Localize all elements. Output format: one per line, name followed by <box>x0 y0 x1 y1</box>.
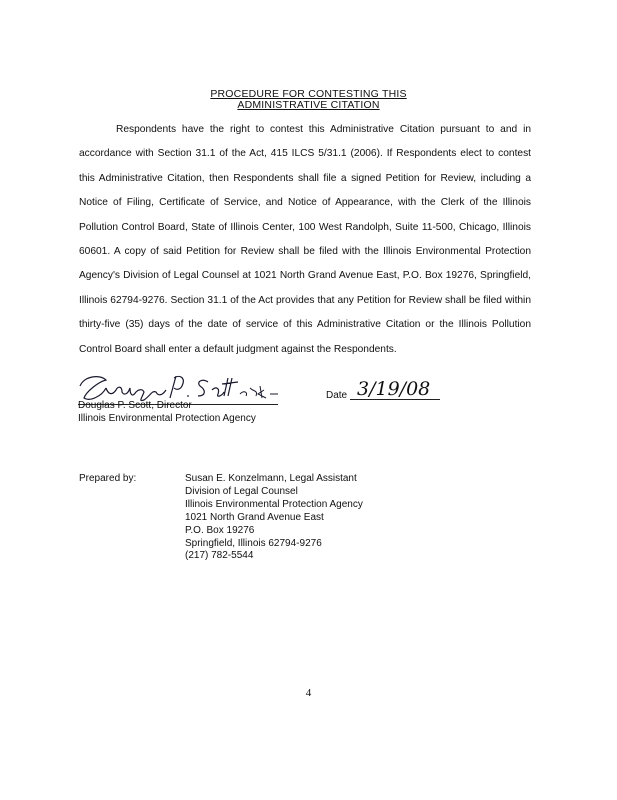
preparer-name: Susan E. Konzelmann, Legal Assistant <box>185 473 357 484</box>
date-line <box>350 399 440 400</box>
signer-agency: Illinois Environmental Protection Agency <box>78 413 256 424</box>
preparer-division: Division of Legal Counsel <box>185 485 298 497</box>
preparer-agency: Illinois Environmental Protection Agency <box>185 498 363 510</box>
preparer-city: Springfield, Illinois 62794-9276 <box>185 537 322 549</box>
body-paragraph: Respondents have the right to contest this Administrative Citation pursuant to and in accordance with Section 31.1 of the Act, 415 ILCS 5/31.1 (2006). If Respondents elect to contest this Administrative Citation, then Respondents shall file a signed Petition for Review, including a Notice of Filing, Certificate of Service, and Notice of Appearance, with the Clerk of the Illinois Pollution Control Board, State of Illinois Center, 100 West Randolph, Suite 11-500, Chicago, Illinois 60601. A copy of said Petition for Review shall be filed with the Illinois Environmental Protection Agency's Division of Legal Counsel at 1021 North Grand Avenue East, P.O. Box 19276, Springfield, Illinois 62794-9276. Section 31.1 of the Act provides that any Petition for Review shall be filed within thirty-five (35) days of the date of service of this Administrative Citation or the Illinois Pollution Control Board shall enter a default judgment against the Respondents. <box>79 124 531 355</box>
title-line-2-text: ADMINISTRATIVE CITATION <box>237 99 380 111</box>
prepared-by-label: Prepared by: <box>79 473 137 484</box>
page-number: 4 <box>305 687 312 699</box>
document-title-line-2 <box>0 99 617 111</box>
handwritten-date: 3/19/08 <box>357 378 431 400</box>
signature-block <box>72 368 432 438</box>
prepared-by-block <box>185 473 363 563</box>
body-section <box>79 118 531 362</box>
title-line-1-text: PROCEDURE FOR CONTESTING THIS <box>210 88 407 100</box>
preparer-street: 1021 North Grand Avenue East <box>185 511 324 523</box>
preparer-phone: (217) 782-5544 <box>185 550 254 562</box>
date-label: Date <box>326 390 348 401</box>
preparer-po-box: P.O. Box 19276 <box>185 524 255 536</box>
signer-name: Douglas P. Scott, Director <box>78 400 192 411</box>
